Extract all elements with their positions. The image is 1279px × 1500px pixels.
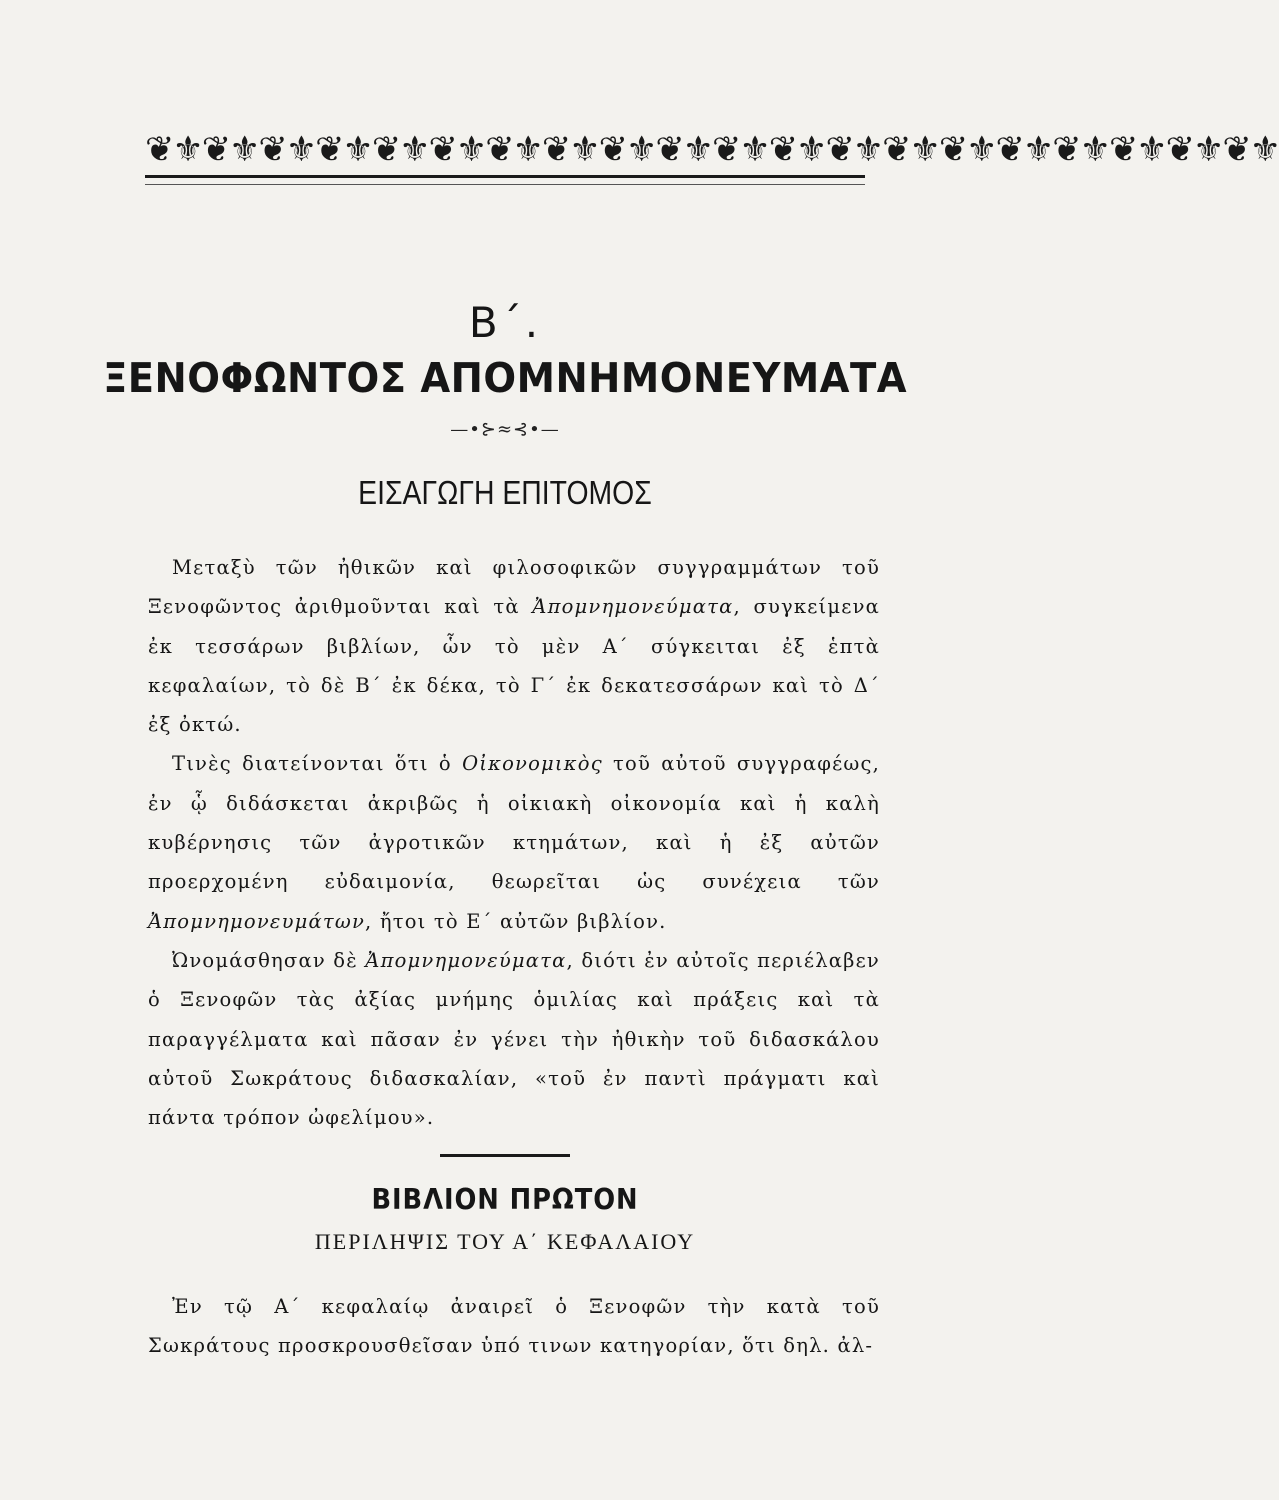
italic-title: Ἀπομνημονευμάτων [148,909,366,933]
italic-title: Οἰκονομικὸς [462,752,603,776]
paragraph-text: , διότι ἐν αὐτοῖς περιέλαβεν ὁ Ξενοφῶν τὰς ἀξίας μνήμης ὁμιλίας καὶ πράξεις καὶ τὰ παραγγέλματα καὶ πᾶσαν ἐν γένει τὴν ἠθικὴν τοῦ διδασκάλου αὐτοῦ Σωκράτους διδασκαλίαν, «τοῦ ἐν παντὶ πράγματι καὶ πάντα τρόπον ὠφελίμου». [148,948,880,1130]
paragraph-text: Τινὲς διατείνονται ὅτι ὁ [172,752,463,776]
paragraph [148,941,880,1137]
introduction-text [148,548,880,1137]
paragraph [148,744,880,940]
paragraph-text: , ἤτοι τὸ Ε΄ αὐτῶν βιβλίον. [365,909,667,933]
ornament-rule-thin [145,184,865,185]
section-divider-rule [440,1154,570,1157]
introduction-heading: ΕΙΣΑΓΩΓΗ ΕΠΙΤΟΜΟΣ [358,474,652,511]
chapter-summary-text [148,1287,880,1366]
ornament-rule-thick [145,175,865,178]
paragraph-text: Ὠνομάσθησαν δὲ [172,948,366,972]
italic-title: Ἀπομνημονεύματα [532,595,734,619]
page-title: ΞΕΝΟΦΩΝΤΟΣ ΑΠΟΜΝΗΜΟΝΕΥΜΑΤΑ [102,354,908,402]
paragraph-text: Μεταξὺ τῶν ἠθικῶν καὶ φιλοσοφικῶν συγγραμμάτων τοῦ Ξενοφῶντος ἀριθμοῦνται καὶ τὰ [148,556,880,619]
paragraph-text: τοῦ αὐτοῦ συγγραφέως, ἐν ᾧ διδάσκεται ἀκριβῶς ἡ οἰκιακὴ οἰκονομία καὶ ἡ καλὴ κυβέρνησις τῶν ἀγροτικῶν κτημάτων, καὶ ἡ ἐξ αὐτῶν προερχομένη εὐδαιμονία, θεωρεῖται ὡς συνέχεια τῶν [148,752,880,894]
italic-title: Ἀπομνημονεύματα [365,948,567,972]
book-heading: ΒΙΒΛΙΟΝ ΠΡΩΤΟΝ [371,1183,639,1216]
decorative-divider: —•⊱≈⊰•— [450,419,560,440]
paragraph [148,548,880,744]
paragraph: Ἐν τῷ Α΄ κεφαλαίῳ ἀναιρεῖ ὁ Ξενοφῶν τὴν κατὰ τοῦ Σωκράτους προσκρουσθεῖσαν ὑπό τινων κατηγορίαν, ὅτι δηλ. ἀλ- [148,1295,880,1358]
paragraph-text: , συγκείμενα ἐκ τεσσάρων βιβλίων, ὧν τὸ μὲν Α΄ σύγκειται ἐξ ἑπτὰ κεφαλαίων, τὸ δὲ Β΄ ἐκ δέκα, τὸ Γ΄ ἐκ δεκατεσσάρων καὶ τὸ Δ΄ ἐξ ὀκτώ. [148,595,880,737]
book-number: Β΄. [468,298,542,347]
chapter-summary-heading: ΠΕΡΙΛΗΨΙΣ ΤΟΥ Α΄ ΚΕΦΑΛΑΙΟΥ [314,1229,696,1254]
fleuron-ornament-band: ❦⚜❦⚜❦⚜❦⚜❦⚜❦⚜❦⚜❦⚜❦⚜❦⚜❦⚜❦⚜❦⚜❦⚜❦⚜❦⚜❦⚜❦⚜❦⚜❦⚜ [145,130,1279,170]
